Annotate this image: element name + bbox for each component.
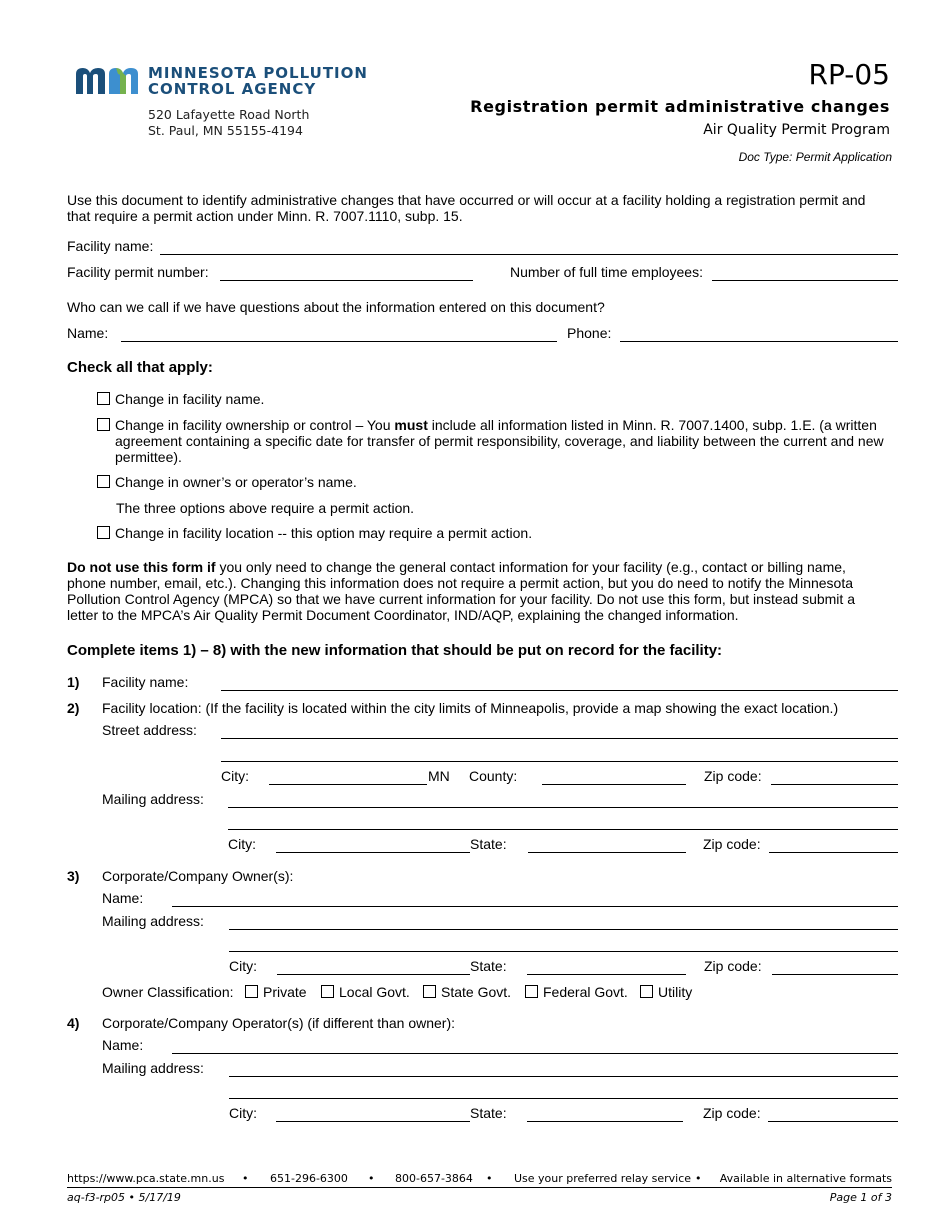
operator-mailing-field-2[interactable] — [229, 1098, 898, 1099]
footer-bullet-3: • — [486, 1172, 493, 1185]
agency-address-line1: 520 Lafayette Road North — [148, 107, 310, 122]
facility-name-label: Facility name: — [67, 238, 154, 254]
facility-mailing-field-1[interactable] — [228, 807, 898, 808]
item-1-number: 1) — [67, 674, 80, 690]
location-county-field[interactable] — [542, 784, 686, 785]
contact-name-label: Name: — [67, 325, 109, 341]
item-4-number: 4) — [67, 1015, 80, 1031]
checkbox-owner-name[interactable] — [97, 475, 110, 488]
contact-phone-field[interactable] — [620, 341, 898, 342]
footer-bullet-2: • — [368, 1172, 375, 1185]
checkbox-ownership[interactable] — [97, 418, 110, 431]
footer-bullet-4: • — [695, 1172, 702, 1185]
operator-state-field[interactable] — [527, 1121, 683, 1122]
new-facility-name-field[interactable] — [221, 690, 898, 691]
class-state-govt: State Govt. — [441, 984, 512, 1000]
operator-name-label: Name: — [102, 1037, 144, 1053]
item-2-label: Facility location: (If the facility is located within the city limits of Minneapolis, provide a map showing the exact location.) — [102, 700, 839, 716]
checkbox-federal-govt[interactable] — [525, 985, 538, 998]
employees-field[interactable] — [712, 280, 898, 281]
check-heading: Check all that apply: — [67, 359, 213, 376]
footer-divider — [67, 1187, 892, 1188]
class-federal-govt: Federal Govt. — [543, 984, 628, 1000]
class-local-govt: Local Govt. — [339, 984, 410, 1000]
option-location: Change in facility location -- this option may require a permit action. — [115, 525, 533, 541]
items-heading: Complete items 1) – 8) with the new information that should be put on record for the facility: — [67, 642, 723, 659]
facility-name-field[interactable] — [160, 254, 898, 255]
operator-name-field[interactable] — [172, 1053, 898, 1054]
owner-zip-label: Zip code: — [704, 958, 762, 974]
owner-name-field[interactable] — [172, 906, 898, 907]
owner-mailing-label: Mailing address: — [102, 913, 204, 929]
facility-mailing-zip-field[interactable] — [769, 852, 898, 853]
checkbox-private[interactable] — [245, 985, 258, 998]
form-code: RP-05 — [808, 58, 890, 91]
street-address-field-2[interactable] — [221, 761, 898, 762]
checkbox-facility-name[interactable] — [97, 392, 110, 405]
item-3-label: Corporate/Company Owner(s): — [102, 868, 294, 884]
contact-name-field[interactable] — [121, 341, 557, 342]
contact-phone-label: Phone: — [567, 325, 612, 341]
operator-mailing-label: Mailing address: — [102, 1060, 204, 1076]
operator-city-field[interactable] — [276, 1121, 470, 1122]
owner-state-field[interactable] — [527, 974, 686, 975]
footer-phone-2: 800-657-3864 — [395, 1172, 473, 1185]
doc-type: Doc Type: Permit Application — [738, 150, 892, 164]
option-ownership-post: include all information listed in Minn. R. 7007.1400, subp. 1.E. (a written agreement containing a specific date for transfer of permit responsibility, coverage, and liability between the current and new permittee). — [115, 417, 884, 465]
checkbox-local-govt[interactable] — [321, 985, 334, 998]
agency-name-line1: MINNESOTA POLLUTION — [148, 64, 368, 82]
owner-zip-field[interactable] — [772, 974, 898, 975]
mpca-logo — [74, 64, 374, 104]
option-ownership-must: must — [394, 417, 428, 433]
facility-permit-label: Facility permit number: — [67, 264, 209, 280]
location-zip-field[interactable] — [771, 784, 898, 785]
footer-page-number: Page 1 of 3 — [829, 1191, 892, 1204]
owner-mailing-field-2[interactable] — [229, 951, 898, 952]
checkbox-location[interactable] — [97, 526, 110, 539]
owner-mailing-field-1[interactable] — [229, 929, 898, 930]
street-address-label: Street address: — [102, 722, 197, 738]
mpca-logo-icon — [74, 66, 140, 96]
operator-mailing-field-1[interactable] — [229, 1076, 898, 1077]
warning-text: you only need to change the general contact information for your facility (e.g., contact or billing name, phone number, email, etc.). Changing this information does not require a permit action, but you do need to notify the Minnesota Pollution Control Agency (MPCA) so that we have current information for your facility. Do not use this form, but instead submit a letter to the MPCA’s Air Quality Permit Document Coordinator, IND/AQP, explaining the changed information. — [67, 559, 855, 623]
location-county-label: County: — [469, 768, 518, 784]
program-name: Air Quality Permit Program — [703, 122, 890, 138]
facility-permit-field[interactable] — [220, 280, 473, 281]
facility-mailing-zip-label: Zip code: — [703, 836, 761, 852]
intro-paragraph: Use this document to identify administrative changes that have occurred or will occur at a facility holding a registration permit and that require a permit action under Minn. R. 7007.1110, subp. 15. — [67, 192, 866, 224]
facility-mailing-state-field[interactable] — [528, 852, 686, 853]
form-title: Registration permit administrative changes — [470, 97, 890, 116]
location-zip-label: Zip code: — [704, 768, 762, 784]
location-state-mn: MN — [428, 768, 450, 784]
facility-mailing-city-label: City: — [228, 836, 256, 852]
facility-mailing-field-2[interactable] — [228, 829, 898, 830]
item-3-number: 3) — [67, 868, 80, 884]
location-city-field[interactable] — [269, 784, 427, 785]
checkbox-utility[interactable] — [640, 985, 653, 998]
footer-phone-1: 651-296-6300 — [270, 1172, 348, 1185]
agency-address-line2: St. Paul, MN 55155-4194 — [148, 123, 303, 138]
location-city-label: City: — [221, 768, 249, 784]
footer-alt-formats: Available in alternative formats — [719, 1172, 892, 1185]
street-address-field-1[interactable] — [221, 738, 898, 739]
class-utility: Utility — [658, 984, 693, 1000]
operator-zip-field[interactable] — [768, 1121, 898, 1122]
employees-label: Number of full time employees: — [510, 264, 703, 280]
owner-state-label: State: — [470, 958, 507, 974]
footer-relay: Use your preferred relay service — [514, 1172, 692, 1185]
operator-state-label: State: — [470, 1105, 507, 1121]
item-4-label: Corporate/Company Operator(s) (if different than owner): — [102, 1015, 456, 1031]
checkbox-state-govt[interactable] — [423, 985, 436, 998]
owner-city-field[interactable] — [277, 974, 470, 975]
owner-name-label: Name: — [102, 890, 144, 906]
agency-name-line2: CONTROL AGENCY — [148, 80, 317, 98]
option-ownership-pre: Change in facility ownership or control – You — [115, 417, 395, 433]
class-private: Private — [263, 984, 307, 1000]
facility-mailing-city-field[interactable] — [276, 852, 470, 853]
owner-city-label: City: — [229, 958, 257, 974]
warning-paragraph — [67, 559, 887, 623]
footer-bullet-1: • — [242, 1172, 249, 1185]
owner-classification-label: Owner Classification: — [102, 984, 234, 1000]
operator-city-label: City: — [229, 1105, 257, 1121]
facility-mailing-state-label: State: — [470, 836, 507, 852]
option-ownership — [115, 417, 885, 465]
operator-zip-label: Zip code: — [703, 1105, 761, 1121]
contact-question: Who can we call if we have questions about the information entered on this document? — [67, 299, 605, 315]
item-2-number: 2) — [67, 700, 80, 716]
footer-form-code: aq-f3-rp05 • 5/17/19 — [67, 1191, 181, 1204]
facility-mailing-label: Mailing address: — [102, 791, 204, 807]
item-1-label: Facility name: — [102, 674, 189, 690]
option-owner-name: Change in owner’s or operator’s name. — [115, 474, 357, 490]
option-facility-name: Change in facility name. — [115, 391, 265, 407]
warning-bold: Do not use this form if — [67, 559, 216, 575]
permit-action-note: The three options above require a permit action. — [116, 500, 415, 516]
footer-url[interactable]: https://www.pca.state.mn.us — [67, 1172, 225, 1185]
